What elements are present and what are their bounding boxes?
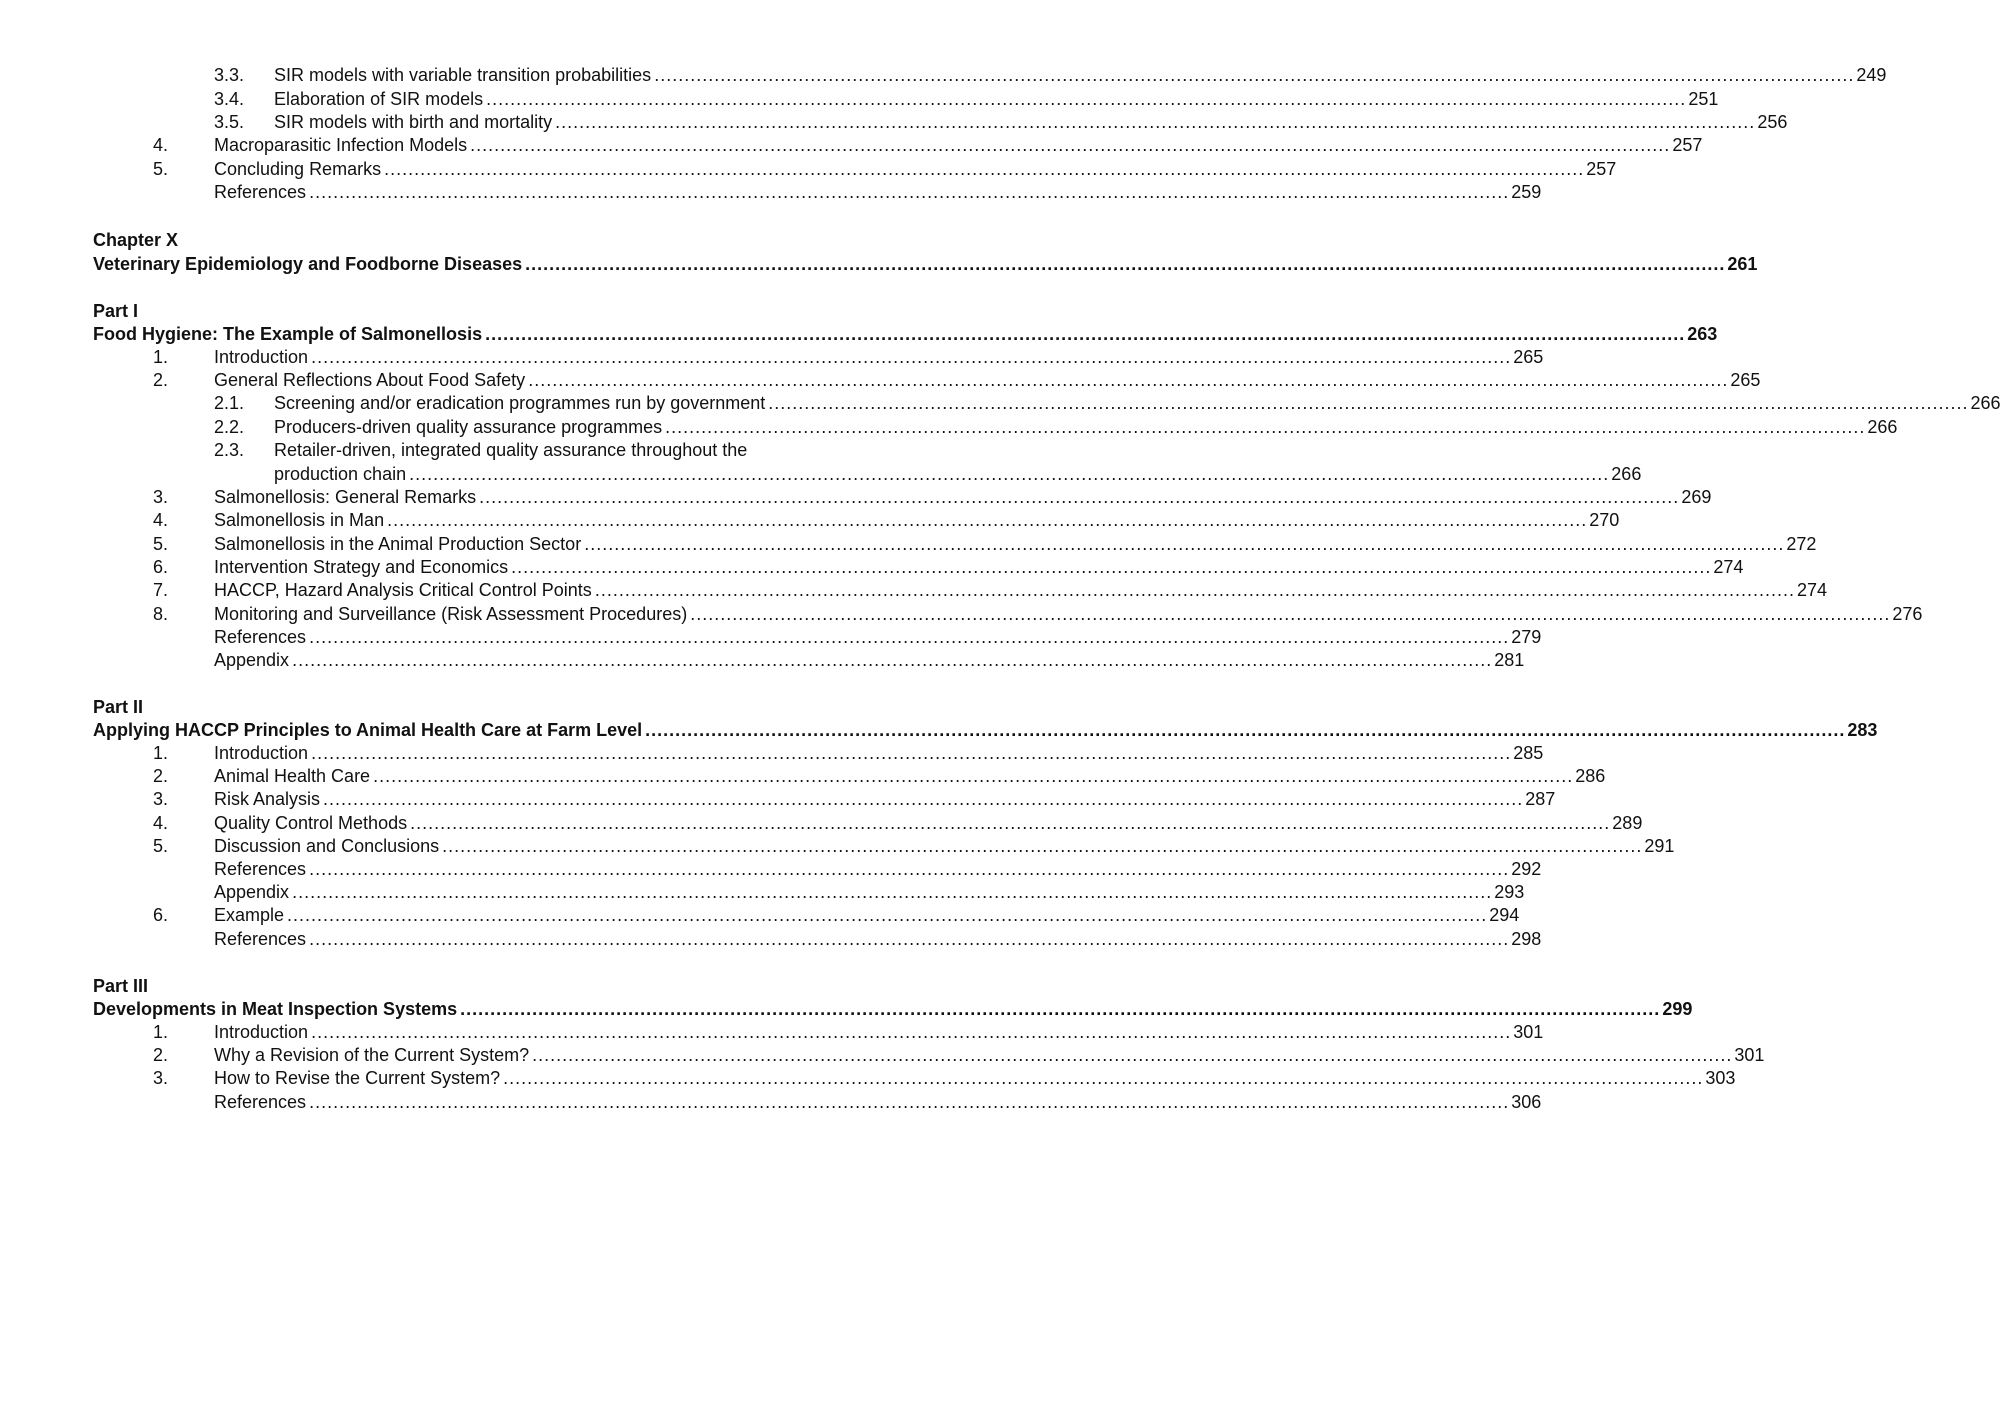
- page-number: 289: [1612, 813, 1643, 833]
- section-heading: Part III: [93, 976, 149, 996]
- entry-number: 5.: [153, 159, 169, 179]
- dot-leader: ........................................................................................................................................................................................................: [690, 604, 1891, 624]
- section-heading: Part II: [93, 697, 144, 717]
- entry-line: [274, 416, 1898, 439]
- toc-entry: [0, 134, 1703, 157]
- toc-entry: [0, 1021, 1544, 1044]
- page-number: 269: [1681, 487, 1712, 507]
- dot-leader: ........................................................................................................................................................................................................: [309, 627, 1510, 647]
- toc-entry: [0, 392, 2001, 415]
- page-number: 263: [1687, 324, 1718, 344]
- entry-title: Producers-driven quality assurance programmes: [274, 417, 663, 437]
- toc-entry: [0, 346, 1544, 369]
- part-title: Veterinary Epidemiology and Foodborne Diseases: [93, 254, 523, 274]
- page-number: 285: [1513, 743, 1544, 763]
- page-number: 257: [1586, 159, 1617, 179]
- entry-number: 3.: [153, 1068, 169, 1088]
- dot-leader: ........................................................................................................................................................................................................: [384, 159, 1585, 179]
- entry-title: Discussion and Conclusions: [214, 836, 440, 856]
- entry-line: [214, 603, 1923, 626]
- entry-line: [274, 88, 1719, 111]
- dot-leader: ........................................................................................................................................................................................................: [373, 766, 1574, 786]
- toc-entry: [0, 88, 1719, 111]
- entry-title: Example: [214, 905, 285, 925]
- toc-entry: [0, 975, 938, 998]
- dot-leader: ........................................................................................................................................................................................................: [654, 65, 1855, 85]
- entry-line: [214, 1044, 1765, 1067]
- part-title-line: [93, 253, 1758, 276]
- toc-entry: [0, 369, 1761, 392]
- toc-entry: [0, 603, 1923, 626]
- entry-title: References: [214, 859, 307, 879]
- entry-title: Macroparasitic Infection Models: [214, 135, 468, 155]
- entry-line: [214, 509, 1620, 532]
- toc-entry: [0, 486, 1712, 509]
- entry-title: Risk Analysis: [214, 789, 321, 809]
- entry-title: Salmonellosis in Man: [214, 510, 385, 530]
- page-number: 251: [1688, 89, 1719, 109]
- toc-entry: [0, 111, 1788, 134]
- part-title: Applying HACCP Principles to Animal Health Care at Farm Level: [93, 720, 643, 740]
- entry-number: 3.: [153, 789, 169, 809]
- page-number: 292: [1511, 859, 1542, 879]
- dot-leader: ........................................................................................................................................................................................................: [409, 464, 1610, 484]
- page-number: 266: [1867, 417, 1898, 437]
- dot-leader: ........................................................................................................................................................................................................: [309, 1092, 1510, 1112]
- entry-title: Animal Health Care: [214, 766, 371, 786]
- entry-line: [214, 788, 1556, 811]
- toc-entry: [0, 556, 1744, 579]
- entry-line: [214, 881, 1525, 904]
- page-number: 306: [1511, 1092, 1542, 1112]
- entry-line: [214, 158, 1617, 181]
- page-number: 257: [1672, 135, 1703, 155]
- entry-title: Monitoring and Surveillance (Risk Assessment Procedures): [214, 604, 688, 624]
- entry-line: [214, 1021, 1544, 1044]
- toc-entry: [0, 835, 1675, 858]
- toc-entry: [0, 1091, 1542, 1114]
- entry-line: [214, 369, 1761, 392]
- dot-leader: ........................................................................................................................................................................................................: [387, 510, 1588, 530]
- entry-title: SIR models with birth and mortality: [274, 112, 553, 132]
- toc-entry: [0, 463, 1642, 486]
- dot-leader: ........................................................................................................................................................................................................: [486, 89, 1687, 109]
- page-number: 279: [1511, 627, 1542, 647]
- dot-leader: ........................................................................................................................................................................................................: [292, 882, 1493, 902]
- toc-entry: [0, 1067, 1736, 1090]
- part-title: Developments in Meat Inspection Systems: [93, 999, 458, 1019]
- entry-line: [214, 346, 1544, 369]
- toc-entry: [0, 158, 1617, 181]
- toc-entry: [0, 812, 1643, 835]
- entry-line: [214, 649, 1525, 672]
- entry-title: Introduction: [214, 743, 309, 763]
- entry-title: Concluding Remarks: [214, 159, 382, 179]
- entry-line: [274, 64, 1887, 87]
- entry-line: [214, 742, 1544, 765]
- entry-number: 3.5.: [214, 112, 245, 132]
- page-number: 286: [1575, 766, 1606, 786]
- part-title-line: [93, 719, 1878, 742]
- entry-title: HACCP, Hazard Analysis Critical Control Points: [214, 580, 592, 600]
- entry-title: production chain: [274, 464, 407, 484]
- dot-leader: ........................................................................................................................................................................................................: [287, 905, 1488, 925]
- dot-leader: ........................................................................................................................................................................................................: [311, 743, 1512, 763]
- toc-entry: [0, 649, 1525, 672]
- entry-number: 3.3.: [214, 65, 245, 85]
- entry-title: Appendix: [214, 882, 290, 902]
- section-heading: Part I: [93, 301, 139, 321]
- page-number: 287: [1525, 789, 1556, 809]
- toc-entry: [0, 64, 1887, 87]
- entry-title: References: [214, 627, 307, 647]
- entry-number: 4.: [153, 135, 169, 155]
- page-number: 293: [1494, 882, 1525, 902]
- page-number: 299: [1662, 999, 1693, 1019]
- entry-number: 2.2.: [214, 417, 245, 437]
- dot-leader: ........................................................................................................................................................................................................: [485, 324, 1686, 344]
- toc-entry: [0, 626, 1542, 649]
- dot-leader: ........................................................................................................................................................................................................: [470, 135, 1671, 155]
- entry-line: [214, 904, 1520, 927]
- dot-leader: ........................................................................................................................................................................................................: [442, 836, 1643, 856]
- entry-number: 2.: [153, 766, 169, 786]
- dot-leader: ........................................................................................................................................................................................................: [594, 580, 1796, 600]
- page-number: 274: [1713, 557, 1744, 577]
- page-number: 276: [1892, 604, 1923, 624]
- dot-leader: ........................................................................................................................................................................................................: [555, 112, 1756, 132]
- toc-entry: [0, 881, 1525, 904]
- entry-title: References: [214, 182, 307, 202]
- page-number: 249: [1856, 65, 1887, 85]
- dot-leader: ........................................................................................................................................................................................................: [532, 1045, 1733, 1065]
- page-number: 301: [1513, 1022, 1544, 1042]
- toc-entry: [0, 928, 1542, 951]
- entry-number: 6.: [153, 557, 169, 577]
- dot-leader: ........................................................................................................................................................................................................: [311, 347, 1512, 367]
- entry-number: 4.: [153, 813, 169, 833]
- part-title-line: [93, 323, 1718, 346]
- entry-title: Screening and/or eradication programmes run by government: [274, 393, 766, 413]
- entry-number: 2.1.: [214, 393, 245, 413]
- toc-entry: [0, 579, 1828, 602]
- page-number: 298: [1511, 929, 1542, 949]
- page-number: 303: [1705, 1068, 1736, 1088]
- toc-entry: [0, 788, 1556, 811]
- toc-entry: [0, 696, 938, 719]
- entry-line: [214, 579, 1828, 602]
- dot-leader: ........................................................................................................................................................................................................: [768, 393, 1969, 413]
- page-number: 265: [1730, 370, 1761, 390]
- entry-title: Salmonellosis in the Animal Production Sector: [214, 534, 582, 554]
- page-number: 281: [1494, 650, 1525, 670]
- dot-leader: ........................................................................................................................................................................................................: [311, 1022, 1512, 1042]
- page-number: 259: [1511, 182, 1542, 202]
- entry-title: General Reflections About Food Safety: [214, 370, 526, 390]
- entry-number: 6.: [153, 905, 169, 925]
- toc-entry: [0, 719, 1878, 742]
- entry-number: 2.3.: [214, 440, 245, 460]
- entry-title: How to Revise the Current System?: [214, 1068, 501, 1088]
- dot-leader: ........................................................................................................................................................................................................: [528, 370, 1729, 390]
- toc-entry: [0, 904, 1520, 927]
- toc-entry: [0, 509, 1620, 532]
- page-number: 256: [1757, 112, 1788, 132]
- toc-entry: [0, 1044, 1765, 1067]
- page-number: 266: [1611, 464, 1642, 484]
- entry-number: 1.: [153, 743, 169, 763]
- page-number: 272: [1786, 534, 1817, 554]
- dot-leader: ........................................................................................................................................................................................................: [511, 557, 1712, 577]
- entry-line: [214, 181, 1542, 204]
- entry-number: 7.: [153, 580, 169, 600]
- dot-leader: ........................................................................................................................................................................................................: [665, 417, 1866, 437]
- page-number: 261: [1727, 254, 1758, 274]
- page-number: 283: [1847, 720, 1878, 740]
- entry-line: [214, 486, 1712, 509]
- entry-line: [274, 392, 2001, 415]
- entry-line: [214, 626, 1542, 649]
- entry-number: 2.: [153, 370, 169, 390]
- page-number: 291: [1644, 836, 1675, 856]
- entry-line: [214, 134, 1703, 157]
- entry-title: Appendix: [214, 650, 290, 670]
- entry-title: Introduction: [214, 1022, 309, 1042]
- entry-number: 8.: [153, 604, 169, 624]
- toc-entry: [0, 439, 938, 462]
- entry-line: [214, 812, 1643, 835]
- toc-entry: [0, 300, 938, 323]
- dot-leader: ........................................................................................................................................................................................................: [292, 650, 1493, 670]
- entry-number: 2.: [153, 1045, 169, 1065]
- entry-number: 1.: [153, 1022, 169, 1042]
- toc-entry: [0, 323, 1718, 346]
- dot-leader: ........................................................................................................................................................................................................: [479, 487, 1680, 507]
- entry-line: [274, 463, 1642, 486]
- dot-leader: ........................................................................................................................................................................................................: [584, 534, 1785, 554]
- part-title-line: [93, 998, 1693, 1021]
- entry-title: Why a Revision of the Current System?: [214, 1045, 530, 1065]
- page-number: 294: [1489, 905, 1520, 925]
- entry-number: 1.: [153, 347, 169, 367]
- section-heading: Chapter X: [93, 230, 179, 250]
- entry-title: Retailer-driven, integrated quality assurance throughout the: [274, 440, 748, 460]
- page-number: 266: [1970, 393, 2001, 413]
- toc-entry: [0, 229, 938, 252]
- entry-line: [214, 928, 1542, 951]
- dot-leader: ........................................................................................................................................................................................................: [410, 813, 1611, 833]
- entry-number: 3.4.: [214, 89, 245, 109]
- toc-entry: [0, 533, 1817, 556]
- entry-title: Quality Control Methods: [214, 813, 408, 833]
- page-number: 270: [1589, 510, 1620, 530]
- toc-entry: [0, 765, 1606, 788]
- entry-line: [214, 765, 1606, 788]
- entry-line: [214, 1091, 1542, 1114]
- entry-number: 5.: [153, 836, 169, 856]
- dot-leader: ........................................................................................................................................................................................................: [309, 859, 1510, 879]
- toc-entry: [0, 998, 1693, 1021]
- entry-line: [214, 1067, 1736, 1090]
- entry-title: Intervention Strategy and Economics: [214, 557, 509, 577]
- entry-title: Salmonellosis: General Remarks: [214, 487, 477, 507]
- dot-leader: ........................................................................................................................................................................................................: [503, 1068, 1704, 1088]
- toc-entry: [0, 858, 1542, 881]
- entry-number: 4.: [153, 510, 169, 530]
- toc-entry: [0, 253, 1758, 276]
- page-number: 274: [1797, 580, 1828, 600]
- page-number: 265: [1513, 347, 1544, 367]
- part-title: Food Hygiene: The Example of Salmonellosis: [93, 324, 483, 344]
- entry-title: References: [214, 929, 307, 949]
- dot-leader: ........................................................................................................................................................................................................: [323, 789, 1524, 809]
- entry-line: [214, 858, 1542, 881]
- entry-line: [214, 556, 1744, 579]
- entry-title: SIR models with variable transition probabilities: [274, 65, 652, 85]
- toc-entry: [0, 181, 1542, 204]
- dot-leader: ........................................................................................................................................................................................................: [309, 929, 1510, 949]
- dot-leader: ........................................................................................................................................................................................................: [460, 999, 1661, 1019]
- entry-number: 3.: [153, 487, 169, 507]
- entry-line: [214, 835, 1675, 858]
- entry-title: Elaboration of SIR models: [274, 89, 484, 109]
- entry-line: [274, 111, 1788, 134]
- entry-title: Introduction: [214, 347, 309, 367]
- dot-leader: ........................................................................................................................................................................................................: [309, 182, 1510, 202]
- entry-number: 5.: [153, 534, 169, 554]
- toc-entry: [0, 416, 1898, 439]
- toc-entry: [0, 742, 1544, 765]
- entry-line: [214, 533, 1817, 556]
- dot-leader: ........................................................................................................................................................................................................: [525, 254, 1726, 274]
- entry-title: References: [214, 1092, 307, 1112]
- dot-leader: ........................................................................................................................................................................................................: [645, 720, 1846, 740]
- page-number: 301: [1734, 1045, 1765, 1065]
